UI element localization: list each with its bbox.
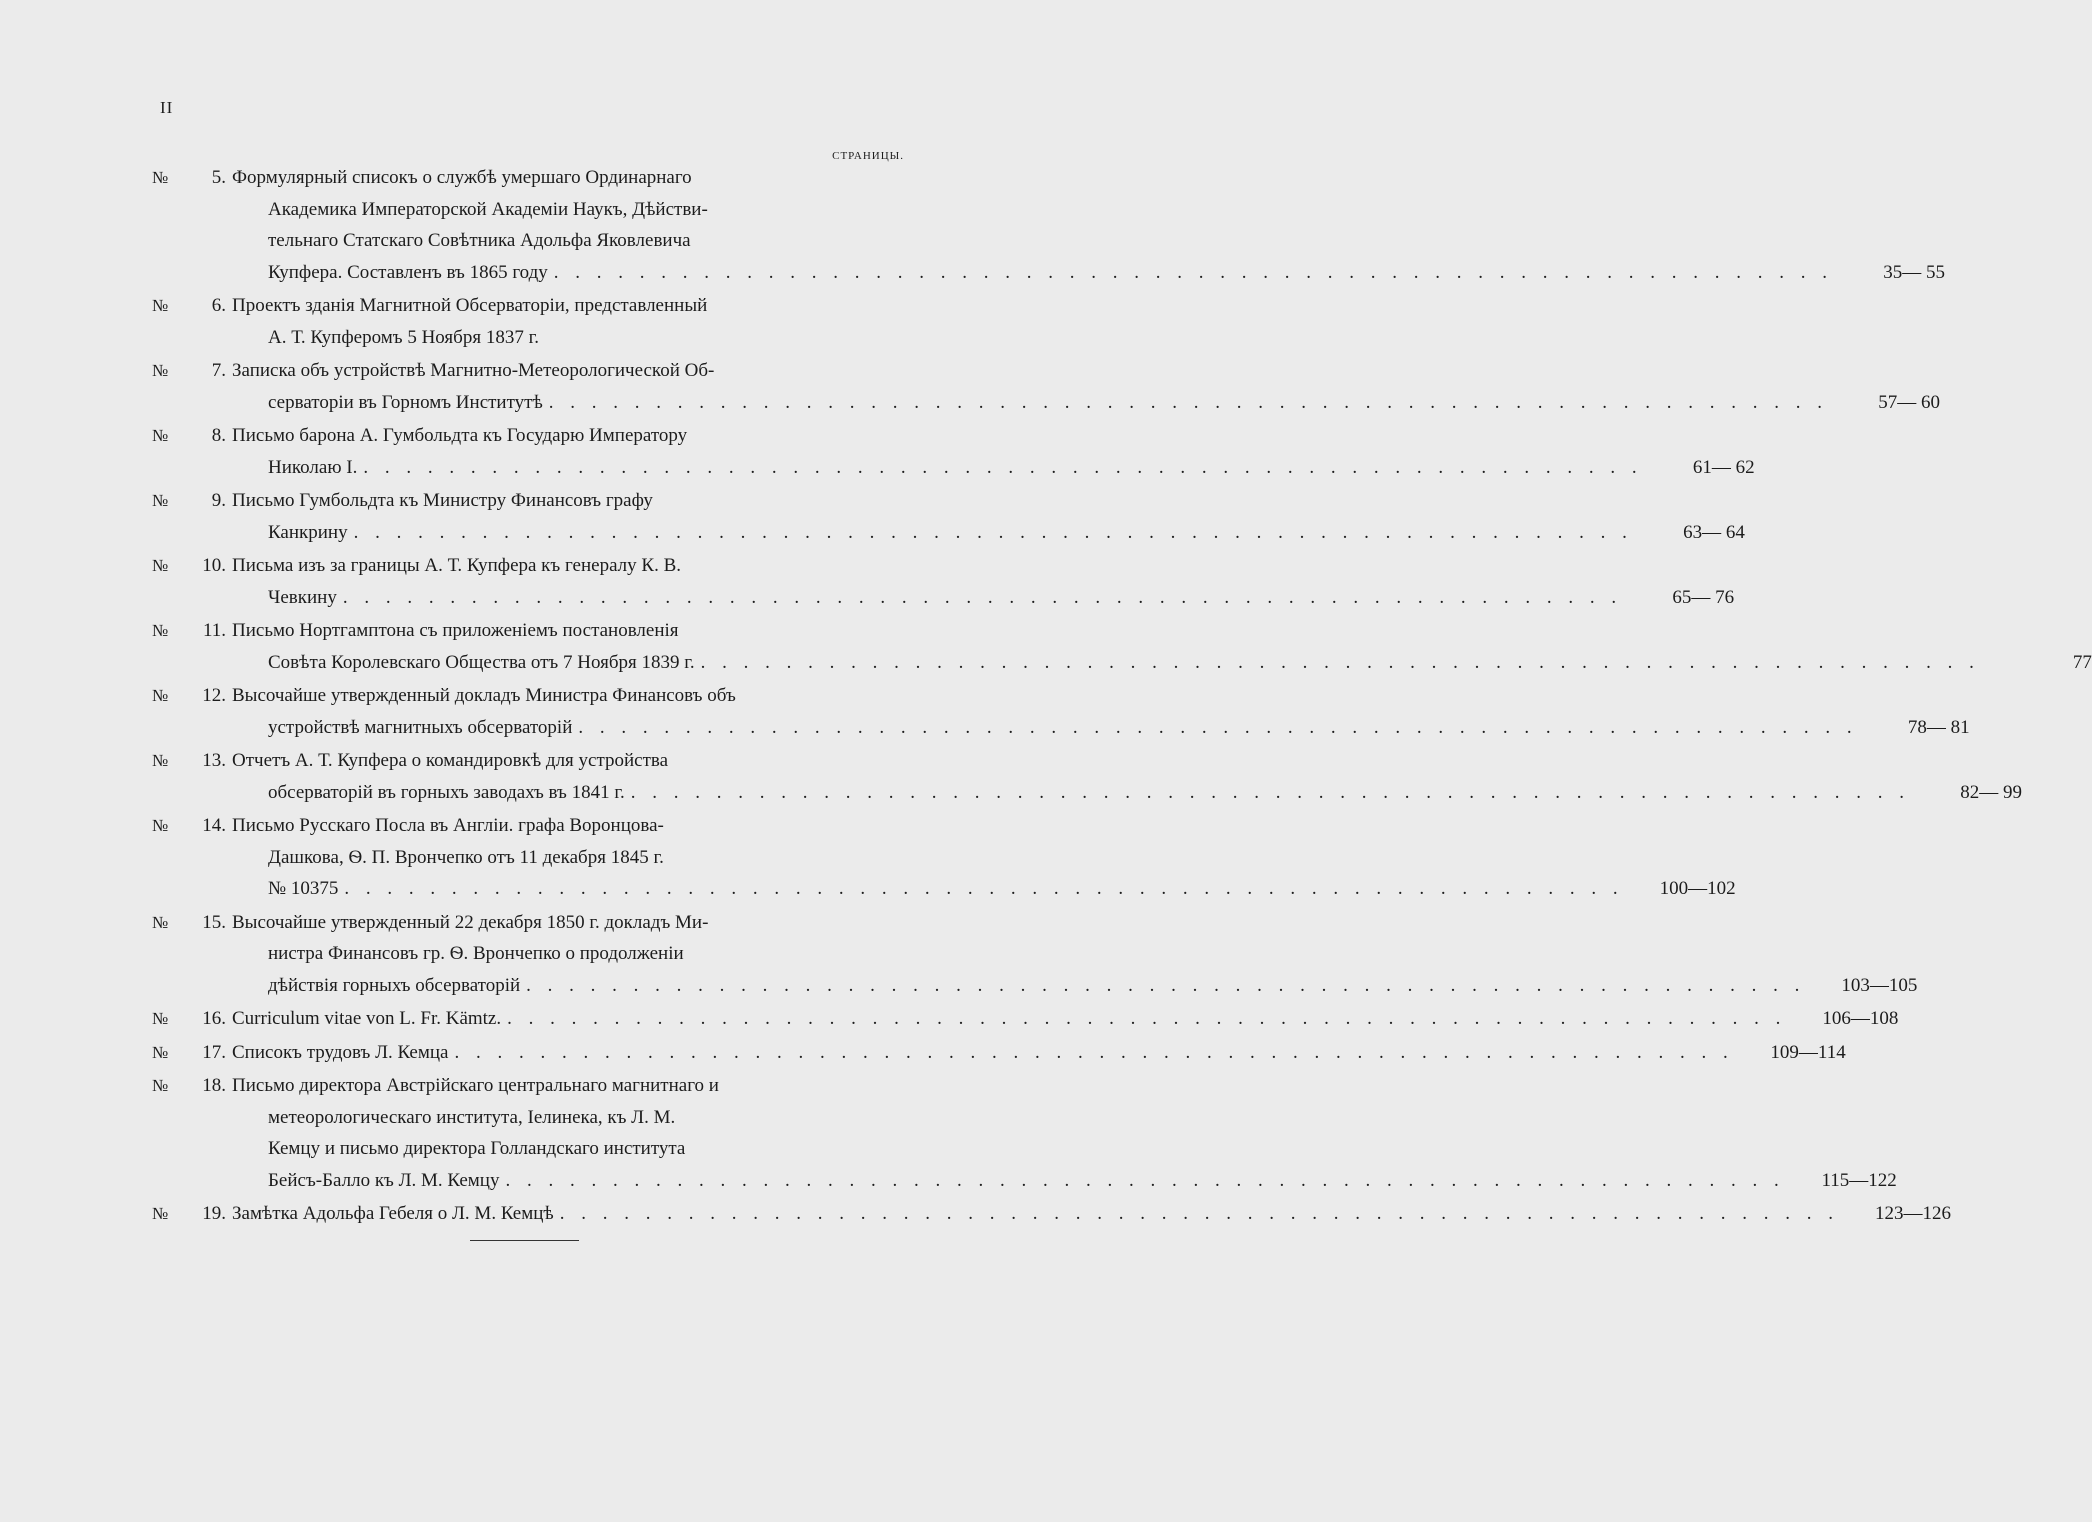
entry-title [232, 907, 1805, 1002]
entry-pages: 63— 64 [1683, 521, 1745, 543]
toc-entry [152, 907, 1918, 1002]
entry-title-line: Отчетъ А. Т. Купфера о командировкѣ для устройства [232, 750, 669, 771]
entry-pages: 77 [2072, 651, 2092, 673]
entry-title [232, 1070, 1785, 1196]
entry-title-line: Высочайше утвержденный докладъ Министра Финансовъ объ [232, 685, 736, 706]
entry-title [232, 420, 1643, 483]
entry-title [232, 1037, 1734, 1069]
entry-title-line: Письмо Русскаго Посла въ Англіи. графа Воронцова- [232, 815, 664, 836]
dot-leader: . . . . . . . . . . . . . . . . . . . . . . . . . . . . . . . . . . . . . . . . . . . . . . . . . . . . . . . . . . . . [548, 391, 1829, 413]
dot-leader: . . . . . . . . . . . . . . . . . . . . . . . . . . . . . . . . . . . . . . . . . . . . . . . . . . . . . . . . . . . . [353, 521, 1633, 543]
entry-title [232, 615, 1980, 678]
entry-title-line: дѣйствія горныхъ обсерваторій [268, 974, 521, 996]
entry-pages: 35— 55 [1883, 261, 1946, 283]
entry-title-line: Чевкину [268, 586, 337, 608]
entry-title-line: Николаю I. [268, 456, 358, 478]
entry-pages: 57— 60 [1878, 391, 1941, 413]
number-sign: № [152, 816, 169, 835]
entry-title-line: Письмо директора Австрійскаго центральнаго магнитнаго и [232, 1075, 719, 1096]
number-sign: № [152, 1009, 169, 1028]
entry-number-value: 9. [211, 490, 226, 511]
entry-number [152, 420, 232, 452]
entry-number-value: 8. [211, 425, 226, 446]
toc-entry [152, 355, 1941, 418]
entry-title-line: Письмо Нортгамптона съ приложеніемъ постановленія [232, 620, 679, 641]
entry-number [152, 1198, 232, 1230]
entry-title-line: Письмо барона А. Гумбольдта къ Государю Императору [232, 425, 688, 446]
entry-pages: 115—122 [1821, 1169, 1897, 1191]
number-sign: № [152, 491, 169, 510]
entry-title [232, 810, 1624, 905]
number-sign: № [152, 1204, 169, 1223]
entry-number [152, 1037, 232, 1069]
entry-number [152, 162, 232, 194]
number-sign: № [152, 296, 169, 315]
entry-title-line: Формулярный списокъ о службѣ умершаго Ординарнаго [232, 167, 692, 188]
entry-title-line: устройствѣ магнитныхъ обсерваторій [268, 716, 573, 738]
entry-title-line: Проектъ зданія Магнитной Обсерваторіи, представленный [232, 295, 708, 316]
entry-title [232, 1003, 1786, 1035]
entry-title-line: Замѣтка Адольфа Гебеля о Л. М. Кемцѣ [232, 1203, 554, 1224]
toc-entry [152, 162, 1946, 288]
entry-number-value: 12. [202, 685, 226, 706]
entry-pages: 106—108 [1822, 1008, 1899, 1029]
entry-number [152, 907, 232, 939]
dot-leader: . . . . . . . . . . . . . . . . . . . . . . . . . . . . . . . . . . . . . . . . . . . . . . . . . . . . . . . . . . . . [559, 1203, 1839, 1224]
entry-title-line: обсерваторій въ горныхъ заводахъ въ 1841 г. [268, 781, 625, 803]
dot-leader: . . . . . . . . . . . . . . . . . . . . . . . . . . . . . . . . . . . . . . . . . . . . . . . . . . . . . . . . . . . . [342, 586, 1623, 608]
number-sign: № [152, 621, 169, 640]
entry-pages: 103—105 [1841, 974, 1918, 996]
toc-entry [152, 680, 1970, 743]
entry-title-line: Списокъ трудовъ Л. Кемца [232, 1041, 449, 1063]
number-sign: № [152, 1042, 169, 1062]
entry-number [152, 615, 232, 647]
dot-leader: . . . . . . . . . . . . . . . . . . . . . . . . . . . . . . . . . . . . . . . . . . . . . . . . . . . . . . . . . . . . [507, 1008, 1787, 1029]
entry-title-line: Curriculum vitae von L. Fr. Kämtz. [232, 1008, 502, 1029]
entry-number [152, 680, 232, 712]
entry-title-line: Высочайше утвержденный 22 декабря 1850 г. докладъ Ми- [232, 911, 709, 933]
entry-number-value: 17. [202, 1041, 226, 1063]
entry-title [232, 745, 1910, 808]
entry-title [232, 355, 1828, 418]
entry-number-value: 16. [202, 1008, 226, 1029]
number-sign: № [152, 1076, 169, 1095]
entry-title [232, 550, 1622, 613]
entry-number [152, 810, 232, 842]
entry-number [152, 290, 232, 322]
dot-leader: . . . . . . . . . . . . . . . . . . . . . . . . . . . . . . . . . . . . . . . . . . . . . . . . . . . . . . . . . . . . [363, 456, 1643, 478]
entry-number-value: 7. [211, 360, 226, 381]
entry-number [152, 745, 232, 777]
entry-number [152, 355, 232, 387]
number-sign: № [152, 751, 169, 770]
toc-entry [152, 1070, 1897, 1196]
entry-number-value: 18. [202, 1075, 226, 1096]
entry-title-line: Академика Императорской Академіи Наукъ, Дѣйстви- [268, 198, 708, 220]
number-sign: № [152, 361, 169, 380]
entry-pages: 61— 62 [1692, 456, 1755, 478]
toc-entry [152, 1003, 1899, 1035]
entry-title [232, 1198, 1839, 1230]
entry-title-line: Купфера. Составленъ въ 1865 году [268, 261, 548, 283]
entry-title-line: Дашкова, Ѳ. П. Врончепко отъ 11 декабря 1845 г. [268, 846, 664, 868]
entry-title-line: Записка объ устройствѣ Магнитно-Метеорологической Об- [232, 360, 715, 381]
toc-entry [152, 1198, 1951, 1230]
dot-leader: . . . . . . . . . . . . . . . . . . . . . . . . . . . . . . . . . . . . . . . . . . . . . . . . . . . . . . . . . . . . [344, 878, 1624, 899]
entry-number-value: 14. [202, 815, 226, 836]
entry-title [232, 485, 1633, 548]
toc-entry [152, 290, 910, 353]
entry-number-value: 10. [202, 555, 226, 576]
entry-number-value: 15. [202, 911, 226, 933]
entry-number-value: 11. [202, 620, 226, 641]
toc-entry [152, 420, 1755, 483]
entry-title-line: метеорологическаго института, Іелинека, къ Л. М. [268, 1106, 676, 1128]
pages-column-header: СТРАНИЦЫ. [832, 150, 904, 162]
number-sign: № [152, 686, 169, 705]
dot-leader: . . . . . . . . . . . . . . . . . . . . . . . . . . . . . . . . . . . . . . . . . . . . . . . . . . . . . . . . . . . . [454, 1041, 1734, 1063]
toc-entry [152, 810, 1736, 905]
dot-leader: . . . . . . . . . . . . . . . . . . . . . . . . . . . . . . . . . . . . . . . . . . . . . . . . . . . . . . . . . . . . [505, 1169, 1785, 1191]
dot-leader: . . . . . . . . . . . . . . . . . . . . . . . . . . . . . . . . . . . . . . . . . . . . . . . . . . . . . . . . . . . . [578, 716, 1858, 738]
entry-number-value: 13. [202, 750, 226, 771]
entry-title-line: Бейсъ-Балло къ Л. М. Кемцу [268, 1169, 500, 1191]
closing-rule [470, 1240, 579, 1241]
entry-number-value: 5. [211, 167, 226, 188]
entry-title-line: Письмо Гумбольдта къ Министру Финансовъ графу [232, 490, 653, 511]
entry-title-line: А. Т. Купферомъ 5 Ноября 1837 г. [268, 326, 539, 348]
entry-pages: 78— 81 [1907, 716, 1970, 738]
table-of-contents [152, 162, 2092, 1232]
entry-title [232, 290, 798, 353]
toc-entry [152, 615, 2092, 678]
number-sign: № [152, 556, 169, 575]
dot-leader: . . . . . . . . . . . . . . . . . . . . . . . . . . . . . . . . . . . . . . . . . . . . . . . . . . . . . . . . . . . . [553, 261, 1834, 283]
number-sign: № [152, 168, 169, 187]
toc-entry [152, 745, 2023, 808]
entry-title-line: Кемцу и письмо директора Голландскаго института [268, 1138, 686, 1159]
entry-number [152, 485, 232, 517]
entry-number-value: 6. [211, 295, 226, 316]
entry-title-line: Письма изъ за границы А. Т. Купфера къ генералу К. В. [232, 555, 681, 576]
number-sign: № [152, 426, 169, 445]
entry-pages: 100—102 [1659, 878, 1736, 899]
entry-number-value: 19. [202, 1203, 226, 1224]
entry-title [232, 162, 1833, 288]
number-sign: № [152, 912, 169, 932]
entry-title-line: тельнаго Статскаго Совѣтника Адольфа Яковлевича [268, 230, 691, 251]
entry-pages: 65— 76 [1672, 586, 1735, 608]
entry-pages: 109—114 [1770, 1041, 1846, 1063]
entry-title-line: серваторіи въ Горномъ Институтѣ [268, 391, 543, 413]
entry-number [152, 550, 232, 582]
dot-leader: . . . . . . . . . . . . . . . . . . . . . . . . . . . . . . . . . . . . . . . . . . . . . . . . . . . . . . . . . . . . [630, 781, 1911, 803]
toc-entry [152, 1037, 1846, 1069]
toc-entry [152, 550, 1735, 613]
dot-leader: . . . . . . . . . . . . . . . . . . . . . . . . . . . . . . . . . . . . . . . . . . . . . . . . . . . . . . . . . . . . [526, 974, 1806, 996]
entry-pages: 82— 99 [1960, 781, 2023, 803]
entry-title-line: № 10375 [268, 878, 339, 899]
entry-title-line: нистра Финансовъ гр. Ѳ. Врончепко о продолженіи [268, 943, 684, 964]
toc-entry [152, 485, 1745, 548]
entry-title-line: Канкрину [268, 521, 348, 543]
entry-title [232, 680, 1858, 743]
entry-number [152, 1003, 232, 1035]
entry-title-line: Совѣта Королевскаго Общества отъ 7 Ноября 1839 г. [268, 651, 695, 673]
entry-number [152, 1070, 232, 1102]
dot-leader: . . . . . . . . . . . . . . . . . . . . . . . . . . . . . . . . . . . . . . . . . . . . . . . . . . . . . . . . . . . . [700, 651, 1980, 673]
page-number: II [160, 98, 174, 117]
entry-pages: 123—126 [1874, 1203, 1951, 1224]
